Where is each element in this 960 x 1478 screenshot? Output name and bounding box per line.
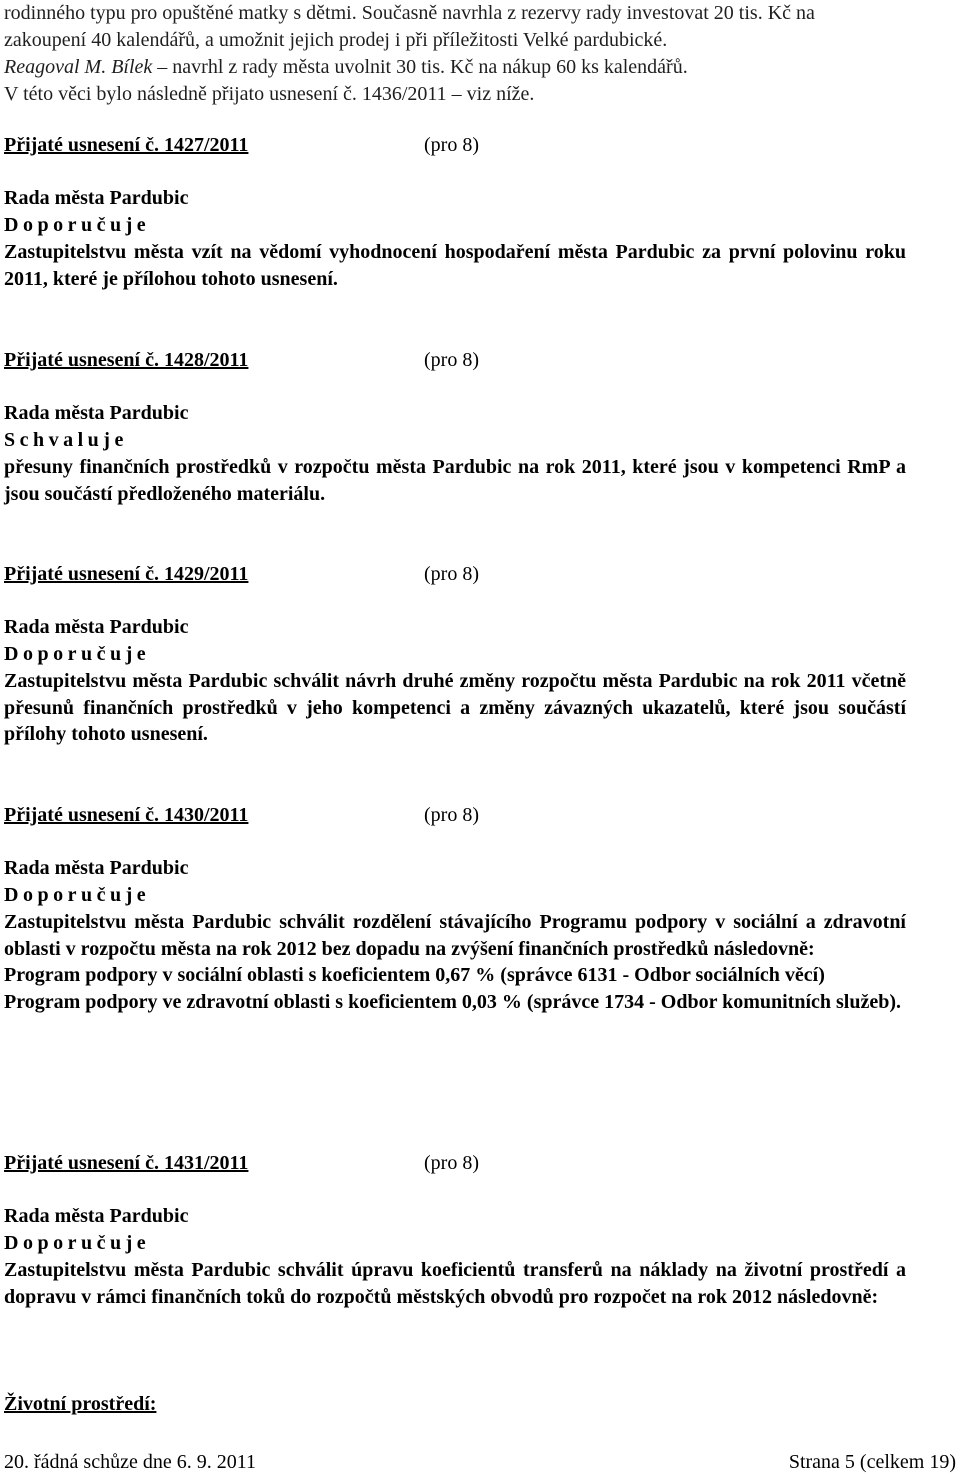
intro-line: V této věci bylo následně přijato usnesení č. 1436/2011 – viz níže.: [4, 83, 535, 105]
resolution-number: Přijaté usnesení č. 1431/2011: [4, 1152, 249, 1174]
intro-line: Reagoval M. Bílek – navrhl z rady města uvolnit 30 tis. Kč na nákup 60 ks kalendářů.: [4, 56, 688, 78]
resolution-paragraph: Zastupitelstvu města vzít na vědomí vyhodnocení hospodaření města Pardubic za první polovinu roku 2011, které je přílohou tohoto usnesení.: [4, 241, 906, 290]
resolution-paragraph: Zastupitelstvu města Pardubic schválit úpravu koeficientů transferů na náklady na životní prostředí a dopravu v rámci finančních toků do rozpočtů městských obvodů pro rozpočet na rok 2012 následovně:: [4, 1259, 906, 1308]
resolution-paragraph: Zastupitelstvu města Pardubic schválit rozdělení stávajícího Programu podpory v sociální a zdravotní oblasti v rozpočtu města na rok 2012 bez dopadu na zvýšení finančních prostředků následovně:: [4, 911, 906, 960]
resolution-1431: [4, 1149, 906, 1310]
resolution-text: [4, 239, 906, 292]
vote-count: (pro 8): [424, 1152, 479, 1174]
vote-count: (pro 8): [424, 563, 479, 585]
council-name: Rada města Pardubic: [4, 1205, 189, 1227]
resolution-1429: [4, 560, 906, 748]
intro-line: zakoupení 40 kalendářů, a umožnit jejich prodej i při příležitosti Velké pardubické.: [4, 29, 668, 51]
resolution-header: [4, 801, 906, 829]
resolution-1427: [4, 131, 906, 292]
council-name: Rada města Pardubic: [4, 187, 189, 209]
resolution-number: Přijaté usnesení č. 1427/2011: [4, 134, 249, 156]
resolution-verb: Doporučuje: [4, 214, 151, 236]
resolution-number: Přijaté usnesení č. 1429/2011: [4, 563, 249, 585]
intro-speaker: Reagoval M. Bílek: [4, 56, 153, 78]
resolution-header: [4, 131, 906, 159]
council-name: Rada města Pardubic: [4, 616, 189, 638]
intro-line: rodinného typu pro opuštěné matky s dětmi. Současně navrhla z rezervy rady investovat 20 tis. Kč na: [4, 2, 815, 24]
resolution-paragraph: Zastupitelstvu města Pardubic schválit návrh druhé změny rozpočtu města Pardubic na rok 2011 včetně přesunů finančních prostředků v jeho kompetenci a změny závazných ukazatelů, které jsou součástí přílohy tohoto usnesení.: [4, 670, 906, 746]
footer-page-number: Strana 5 (celkem 19): [788, 1451, 956, 1473]
intro-paragraph: [4, 0, 954, 108]
resolution-header: [4, 1149, 906, 1177]
resolution-number: Přijaté usnesení č. 1428/2011: [4, 349, 249, 371]
resolution-paragraph: Program podpory ve zdravotní oblasti s koeficientem 0,03 % (správce 1734 - Odbor komunitních služeb).: [4, 990, 902, 1013]
resolution-text: [4, 909, 906, 1015]
resolution-text: [4, 454, 906, 507]
vote-count: (pro 8): [424, 349, 479, 371]
resolution-verb: Doporučuje: [4, 643, 151, 665]
resolution-verb: Doporučuje: [4, 884, 151, 906]
resolution-verb: Schvaluje: [4, 429, 128, 451]
section-heading: Životní prostředí:: [4, 1393, 157, 1415]
resolution-number: Přijaté usnesení č. 1430/2011: [4, 804, 249, 826]
resolution-header: [4, 560, 906, 588]
page-footer: [4, 1448, 956, 1476]
resolution-verb: Doporučuje: [4, 1232, 151, 1254]
resolution-text: [4, 1257, 906, 1310]
council-name: Rada města Pardubic: [4, 857, 189, 879]
resolution-header: [4, 346, 906, 374]
resolution-1430: [4, 801, 906, 1015]
council-name: Rada města Pardubic: [4, 402, 189, 424]
footer-meeting-date: 20. řádná schůze dne 6. 9. 2011: [4, 1451, 256, 1473]
resolution-text: [4, 668, 906, 748]
vote-count: (pro 8): [424, 804, 479, 826]
resolution-paragraph: Program podpory v sociální oblasti s koeficientem 0,67 % (správce 6131 - Odbor sociálních věcí): [4, 964, 825, 987]
vote-count: (pro 8): [424, 134, 479, 156]
resolution-1428: [4, 346, 906, 507]
resolution-paragraph: přesuny finančních prostředků v rozpočtu města Pardubic na rok 2011, které jsou v kompetenci RmP a jsou součástí předloženého materiálu.: [4, 456, 906, 505]
